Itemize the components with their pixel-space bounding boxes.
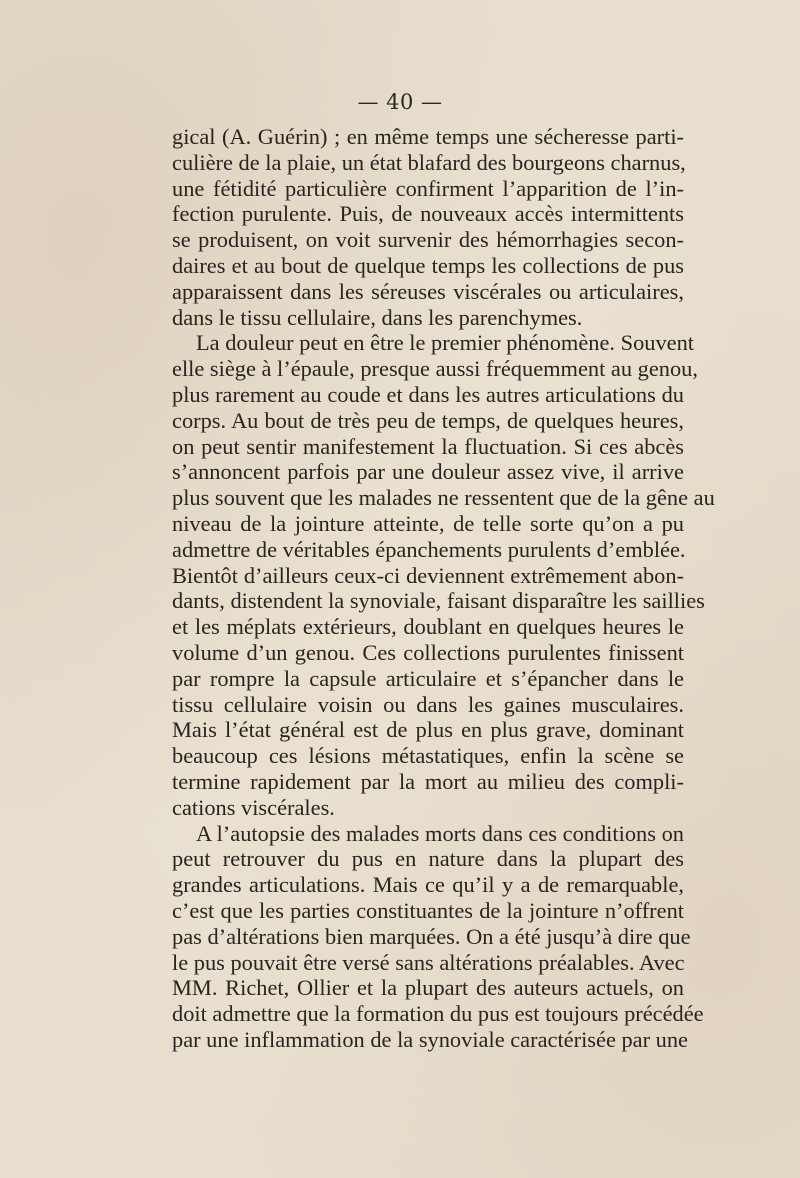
text-line: admettre de véritables épanchements purulents d’emblée. xyxy=(172,536,686,562)
text-line: gical (A. Guérin) ; en même temps une sécheresse parti- xyxy=(172,124,684,149)
text-line: on peut sentir manifestement la fluctuation. Si ces abcès xyxy=(172,433,684,459)
text-line: cations viscérales. xyxy=(172,794,335,820)
text-line: daires et au bout de quelque temps les collections de pus xyxy=(172,252,684,278)
text-line: fection purulente. Puis, de nouveaux accès intermittents xyxy=(172,201,684,227)
text-line: s’annoncent parfois par une douleur assez vive, il arrive xyxy=(172,459,684,485)
text-line: et les méplats extérieurs, doublant en quelques heures le xyxy=(172,614,684,640)
text-line: peut retrouver du pus en nature dans la plupart des xyxy=(172,846,684,872)
text-line: pas d’altérations bien marquées. On a été jusqu’à dire que xyxy=(172,923,691,949)
text-line: se produisent, on voit survenir des hémorrhagies secon- xyxy=(172,227,684,253)
text-line: volume d’un genou. Ces collections purulentes finissent xyxy=(172,639,684,665)
text-line: plus rarement au coude et dans les autres articulations du xyxy=(172,381,684,407)
text-line: le pus pouvait être versé sans altérations préalables. Avec xyxy=(172,949,685,975)
text-line: corps. Au bout de très peu de temps, de quelques heures, xyxy=(172,407,684,433)
text-line: doit admettre que la formation du pus est toujours précédée xyxy=(172,1001,704,1027)
text-line: Mais l’état général est de plus en plus grave, dominant xyxy=(172,717,684,743)
text-line: dants, distendent la synoviale, faisant disparaître les saillies xyxy=(172,588,705,614)
text-line: culière de la plaie, un état blafard des bourgeons charnus, xyxy=(172,149,686,175)
text-line: MM. Richet, Ollier et la plupart des auteurs actuels, on xyxy=(172,975,684,1001)
text-line: c’est que les parties constituantes de la jointure n’offrent xyxy=(172,897,684,923)
text-line: A l’autopsie des malades morts dans ces conditions on xyxy=(196,820,684,846)
text-line: Bientôt d’ailleurs ceux-ci deviennent extrêmement abon- xyxy=(172,562,684,588)
text-line: termine rapidement par la mort au milieu des compli- xyxy=(172,768,684,794)
text-line: apparaissent dans les séreuses viscérales ou articulaires, xyxy=(172,278,684,304)
body-text xyxy=(172,124,715,1053)
text-line: grandes articulations. Mais ce qu’il y a de remarquable, xyxy=(172,872,684,898)
text-line: elle siège à l’épaule, presque aussi fréquemment au genou, xyxy=(172,356,698,382)
text-line: plus souvent que les malades ne ressentent que de la gêne au xyxy=(172,485,715,511)
text-line: tissu cellulaire voisin ou dans les gaines musculaires. xyxy=(172,691,684,717)
text-line: par une inflammation de la synoviale caractérisée par une xyxy=(172,1026,688,1052)
page-number: — 40 — xyxy=(357,90,443,114)
text-line: une fétidité particulière confirment l’apparition de l’in- xyxy=(172,175,684,201)
text-line: La douleur peut en être le premier phénomène. Souvent xyxy=(196,330,695,356)
text-line: par rompre la capsule articulaire et s’épancher dans le xyxy=(172,665,684,691)
text-line: dans le tissu cellulaire, dans les parenchymes. xyxy=(172,304,583,330)
text-line: beaucoup ces lésions métastatiques, enfin la scène se xyxy=(172,743,684,769)
text-line: niveau de la jointure atteinte, de telle sorte qu’on a pu xyxy=(172,510,684,536)
